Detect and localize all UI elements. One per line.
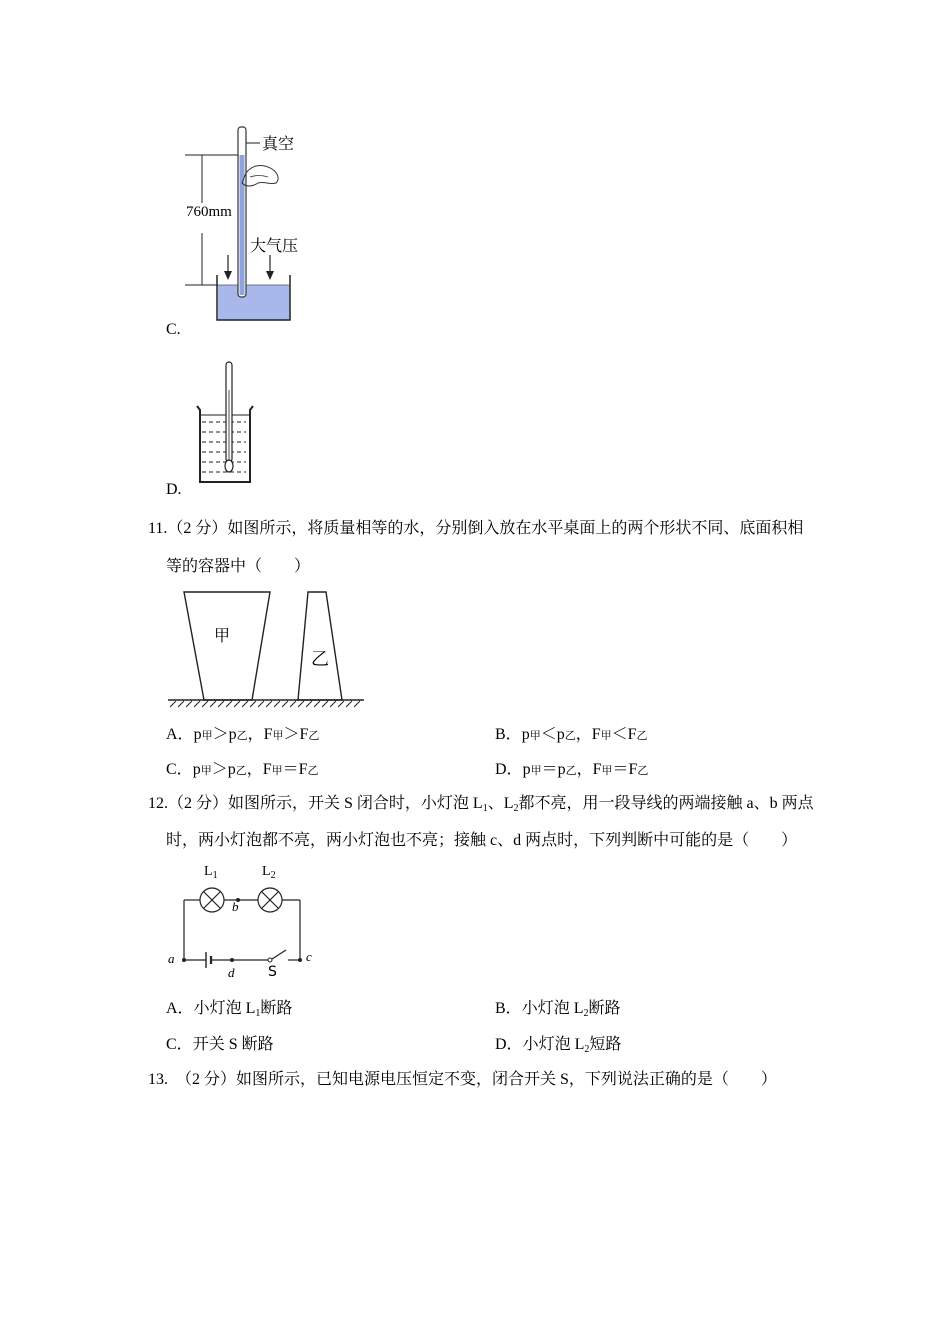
circuit-label-s: S: [268, 964, 277, 980]
lamp-l1-icon: [200, 888, 224, 912]
battery-icon: [206, 952, 211, 968]
q11-option-c[interactable]: C．p甲＞p乙，F甲＝F乙: [166, 761, 319, 778]
container-jia-label: 甲: [214, 626, 231, 645]
mercury-column: [240, 155, 245, 295]
beaker-figure: [192, 360, 272, 485]
q11-stem-line2: 等的容器中（ ）: [166, 558, 311, 575]
q11-option-b[interactable]: B．p甲＜p乙，F甲＜F乙: [495, 726, 648, 743]
atm-label: 大气压: [250, 236, 299, 255]
container-jia: [184, 592, 270, 700]
vacuum-label: 真空: [262, 134, 295, 153]
containers-figure: [166, 588, 366, 713]
circuit-label-a: a: [168, 951, 175, 966]
option-c-label: C.: [166, 321, 181, 338]
circuit-label-l2: $L_2$: [262, 864, 276, 881]
ground-hatch: [170, 701, 360, 707]
circuit-label-l1: $L_1$: [204, 864, 218, 881]
circuit-label-b: b: [232, 899, 239, 914]
container-yi-label: 乙: [311, 649, 329, 670]
switch-icon: [268, 950, 286, 962]
q12-option-a[interactable]: A．小灯泡 $L_1$断路: [166, 1000, 293, 1019]
beaker-outline: [197, 406, 253, 482]
circuit-label-c: c: [306, 949, 312, 964]
circuit-label-d: d: [228, 965, 235, 980]
container-yi: [298, 592, 342, 700]
q12-option-b[interactable]: B．小灯泡 $L_2$断路: [495, 1000, 621, 1019]
node-d: [230, 958, 234, 962]
option-d-label: D.: [166, 481, 182, 498]
liquid-pattern: [202, 422, 246, 472]
q12-stem-line2: 时，两小灯泡都不亮，两小灯泡也不亮；接触 c、d 两点时，下列判断中可能的是（ ）: [166, 832, 798, 849]
q13-stem: 13. （2 分）如图所示，已知电源电压恒定不变，闭合开关 S，下列说法正确的是（ ）: [148, 1071, 777, 1088]
q11-option-d[interactable]: D．p甲＝p乙，F甲＝F乙: [495, 761, 649, 778]
q11-option-a[interactable]: A．p甲＞p乙，F甲＞F乙: [166, 726, 320, 743]
node-c: [298, 958, 302, 962]
torricelli-figure: [180, 125, 320, 325]
lamp-l2-icon: [258, 888, 282, 912]
q12-option-d[interactable]: D．小灯泡 $L_2$短路: [495, 1036, 622, 1055]
circuit-figure: [166, 862, 326, 972]
height-label: 760mm: [186, 204, 232, 220]
q12-stem-line1: 12.（2 分）如图所示，开关 S 闭合时，小灯泡 $L_1$、$L_2$都不亮，用一段导线的两端接触 a、b 两点: [148, 795, 814, 814]
basin-liquid: [218, 285, 290, 320]
q12-option-c[interactable]: C．开关 S 断路: [166, 1036, 274, 1053]
node-a: [182, 958, 186, 962]
q11-stem-line1: 11.（2 分）如图所示，将质量相等的水，分别倒入放在水平桌面上的两个形状不同、底面积相: [148, 520, 804, 537]
